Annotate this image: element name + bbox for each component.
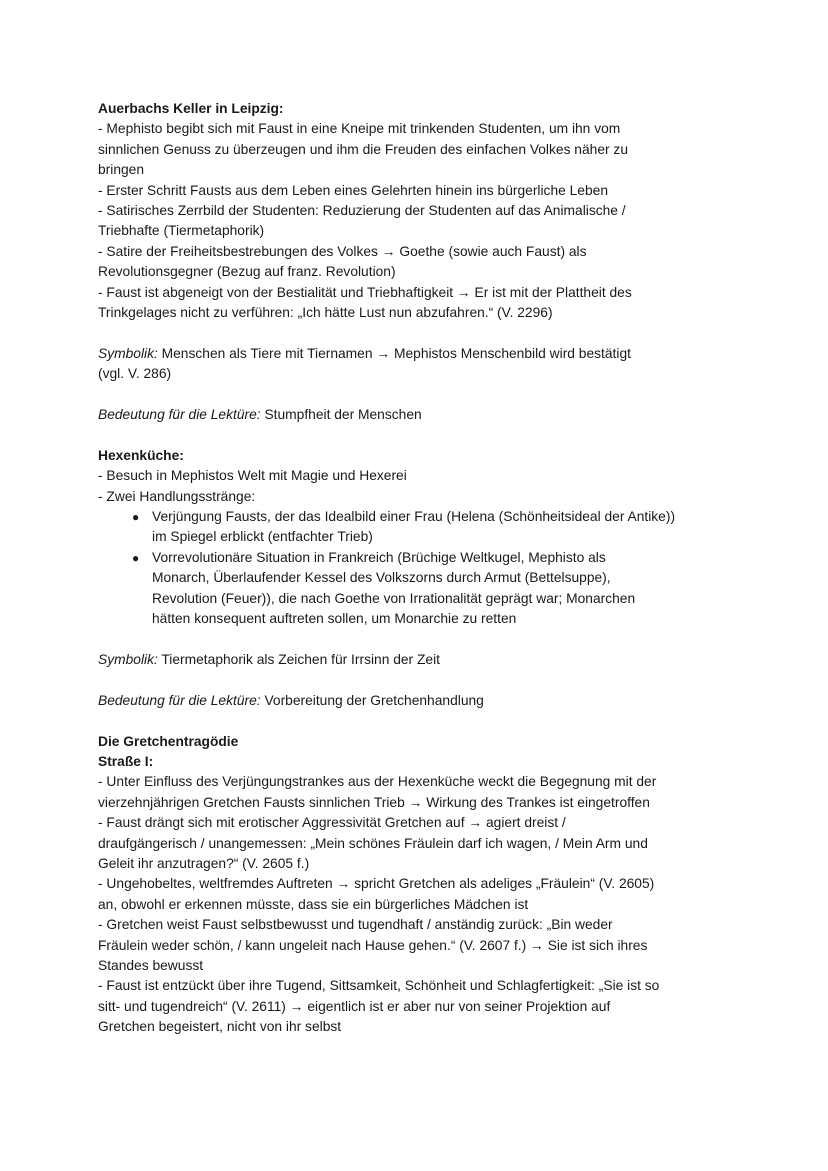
paragraph-gap bbox=[98, 711, 758, 731]
symbolik-label: Symbolik: bbox=[98, 345, 158, 361]
text-line: an, obwohl er erkennen müsste, dass sie ein bürgerliches Mädchen ist bbox=[98, 896, 529, 912]
text-line: - Zwei Handlungsstränge: bbox=[98, 488, 256, 504]
symbolik-line bbox=[98, 650, 758, 670]
text-line: Vorrevolutionäre Situation in Frankreich (Brüchige Weltkugel, Mephisto als bbox=[152, 549, 606, 565]
bedeutung-line bbox=[98, 405, 758, 425]
bedeutung-text: Stumpfheit der Menschen bbox=[260, 407, 422, 423]
bullet-icon: ● bbox=[132, 550, 140, 565]
text-line: - Satire der Freiheitsbestrebungen des Volkes → Goethe (sowie auch Faust) als bbox=[98, 243, 587, 259]
text-line: - Faust drängt sich mit erotischer Aggressivität Gretchen auf → agiert dreist / bbox=[98, 815, 566, 831]
text-line: Trinkgelages nicht zu verführen: „Ich hätte Lust nun abzufahren.“ (V. 2296) bbox=[98, 305, 553, 321]
text-line: vierzehnjährigen Gretchen Fausts sinnlichen Trieb → Wirkung des Trankes ist eingetroffen bbox=[98, 794, 650, 810]
text-line: - Unter Einfluss des Verjüngungstrankes aus der Hexenküche weckt die Begegnung mit der bbox=[98, 774, 657, 790]
text-line: bringen bbox=[98, 162, 145, 178]
text-line: - Besuch in Mephistos Welt mit Magie und Hexerei bbox=[98, 468, 407, 484]
text-line: Triebhafte (Tiermetaphorik) bbox=[98, 223, 265, 239]
paragraph-gap bbox=[98, 385, 758, 405]
bullet-list bbox=[98, 507, 758, 629]
text-line: - Mephisto begibt sich mit Faust in eine Kneipe mit trinkenden Studenten, um ihn vom bbox=[98, 121, 621, 137]
text-line: im Spiegel erblickt (entfachter Trieb) bbox=[152, 529, 373, 545]
bullet-icon: ● bbox=[132, 510, 140, 525]
paragraph-gap bbox=[98, 425, 758, 445]
text-line: Standes bewusst bbox=[98, 957, 204, 973]
text-line: Revolution (Feuer)), die nach Goethe von Irrationalität geprägt war; Monarchen bbox=[152, 590, 636, 606]
text-line: Revolutionsgegner (Bezug auf franz. Revolution) bbox=[98, 264, 396, 280]
text-line: sitt- und tugendreich“ (V. 2611) → eigentlich ist er aber nur von seiner Projektion auf bbox=[98, 998, 611, 1014]
text-line: - Faust ist entzückt über ihre Tugend, Sittsamkeit, Schönheit und Schlagfertigkeit: „Sie ist so bbox=[98, 978, 660, 994]
text-line: Monarch, Überlaufender Kessel des Volkszorns durch Armut (Bettelsuppe), bbox=[152, 570, 611, 586]
paragraph-gap bbox=[98, 323, 758, 343]
text-line: - Ungehobeltes, weltfremdes Auftreten → spricht Gretchen als adeliges „Fräulein“ (V. 2605) bbox=[98, 876, 655, 892]
bedeutung-label: Bedeutung für die Lektüre: bbox=[98, 692, 261, 708]
symbolik-label: Symbolik: bbox=[98, 651, 158, 667]
paragraph-gap bbox=[98, 630, 758, 650]
symbolik-text: Menschen als Tiere mit Tiernamen → Mephistos Menschenbild wird bestätigt bbox=[157, 345, 631, 361]
text-line: hätten konsequent auftreten sollen, um Monarchie zu retten bbox=[152, 611, 517, 627]
section-heading-gretchentragoedie: Die Gretchentragödie bbox=[98, 733, 239, 749]
document-page bbox=[98, 99, 758, 1038]
bedeutung-text: Vorbereitung der Gretchenhandlung bbox=[260, 692, 484, 708]
text-line: Geleit ihr anzutragen?“ (V. 2605 f.) bbox=[98, 855, 310, 871]
bedeutung-label: Bedeutung für die Lektüre: bbox=[98, 407, 261, 423]
list-item bbox=[98, 507, 758, 548]
text-line: Gretchen begeistert, nicht von ihr selbst bbox=[98, 1019, 342, 1035]
list-item bbox=[98, 548, 758, 630]
bedeutung-line bbox=[98, 691, 758, 711]
text-line: (vgl. V. 286) bbox=[98, 366, 172, 382]
section-heading-hexenkueche: Hexenküche: bbox=[98, 447, 184, 463]
text-line: draufgängerisch / unangemessen: „Mein schönes Fräulein darf ich wagen, / Mein Arm und bbox=[98, 835, 648, 851]
symbolik-line bbox=[98, 344, 758, 364]
section-heading-auerbachs-keller: Auerbachs Keller in Leipzig: bbox=[98, 101, 284, 116]
text-line: - Satirisches Zerrbild der Studenten: Reduzierung der Studenten auf das Animalische / bbox=[98, 203, 626, 219]
text-line: - Faust ist abgeneigt von der Bestialität und Triebhaftigkeit → Er ist mit der Plattheit des bbox=[98, 284, 632, 300]
text-line: Fräulein weder schön, / kann ungeleit nach Hause gehen.“ (V. 2607 f.) → Sie ist sich ihres bbox=[98, 937, 648, 953]
text-line: sinnlichen Genuss zu überzeugen und ihm die Freuden des einfachen Volkes näher zu bbox=[98, 141, 628, 157]
text-line: Verjüngung Fausts, der das Idealbild einer Frau (Helena (Schönheitsideal der Antike)) bbox=[152, 509, 676, 525]
paragraph-gap bbox=[98, 670, 758, 690]
subheading-strasse-i: Straße I: bbox=[98, 753, 154, 769]
text-line: - Gretchen weist Faust selbstbewusst und tugendhaft / anständig zurück: „Bin weder bbox=[98, 917, 613, 933]
text-line: - Erster Schritt Fausts aus dem Leben eines Gelehrten hinein ins bürgerliche Leben bbox=[98, 182, 608, 198]
symbolik-text: Tiermetaphorik als Zeichen für Irrsinn der Zeit bbox=[157, 651, 440, 667]
